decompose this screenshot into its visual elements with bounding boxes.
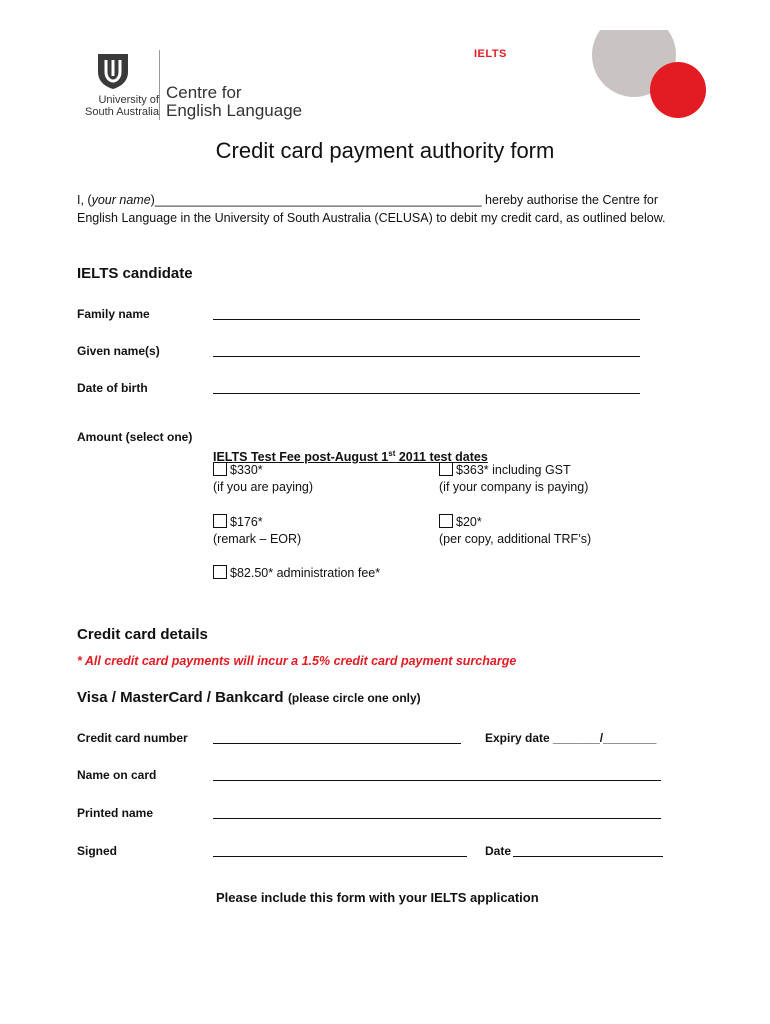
- expiry-date-field[interactable]: Expiry date _______/________: [485, 731, 657, 745]
- checkbox[interactable]: [213, 565, 227, 579]
- card-types: Visa / MasterCard / Bankcard (please circle one only): [77, 689, 421, 706]
- date-of-birth-label: Date of birth: [77, 381, 148, 395]
- date-of-birth-field[interactable]: [213, 393, 640, 394]
- checkbox[interactable]: [439, 462, 453, 476]
- logo-divider: [159, 50, 160, 120]
- option-330[interactable]: $330* (if you are paying): [213, 463, 314, 494]
- ielts-logo: IELTS: [474, 48, 507, 60]
- footer-note: Please include this form with your IELTS application: [216, 890, 539, 905]
- option-363[interactable]: $363* including GST (if your company is paying): [439, 463, 589, 494]
- university-shield-logo: [96, 52, 130, 90]
- given-names-field[interactable]: [213, 356, 640, 357]
- centre-name: Centre for English Language: [166, 83, 303, 120]
- checkbox[interactable]: [439, 514, 453, 528]
- checkbox[interactable]: [213, 462, 227, 476]
- option-176[interactable]: $176* (remark – EOR): [213, 515, 302, 546]
- candidate-heading: IELTS candidate: [77, 265, 193, 282]
- family-name-label: Family name: [77, 307, 150, 321]
- option-82-50[interactable]: $82.50* administration fee*: [213, 565, 380, 582]
- date-label: Date: [485, 844, 512, 858]
- university-name: University of South Australia: [85, 94, 159, 118]
- name-on-card-field[interactable]: [213, 780, 661, 781]
- surcharge-note: * All credit card payments will incur a 1.5% credit card payment surcharge: [77, 654, 517, 668]
- card-number-label: Credit card number: [77, 731, 188, 745]
- printed-name-field[interactable]: [213, 818, 661, 819]
- signature-field[interactable]: [213, 856, 467, 857]
- signed-label: Signed: [77, 844, 118, 858]
- given-names-label: Given name(s): [77, 344, 160, 358]
- decorative-circles: [590, 30, 710, 130]
- checkbox[interactable]: [213, 514, 227, 528]
- date-field[interactable]: [513, 856, 663, 857]
- amount-label: Amount (select one): [77, 430, 193, 444]
- name-on-card-label: Name on card: [77, 768, 157, 782]
- authorisation-statement: I, (your name)_______________________________________________ hereby authorise the Centre for English Language in the University of South Australia (CELUSA) to debit my credit card, as outlined below.: [77, 193, 666, 225]
- option-20[interactable]: $20* (per copy, additional TRF’s): [439, 515, 592, 546]
- card-number-field[interactable]: [213, 743, 461, 744]
- printed-name-label: Printed name: [77, 806, 154, 820]
- page-title: Credit card payment authority form: [215, 138, 555, 163]
- family-name-field[interactable]: [213, 319, 640, 320]
- fee-heading: IELTS Test Fee post-August 1st 2011 test dates: [213, 449, 488, 465]
- card-details-heading: Credit card details: [77, 626, 208, 643]
